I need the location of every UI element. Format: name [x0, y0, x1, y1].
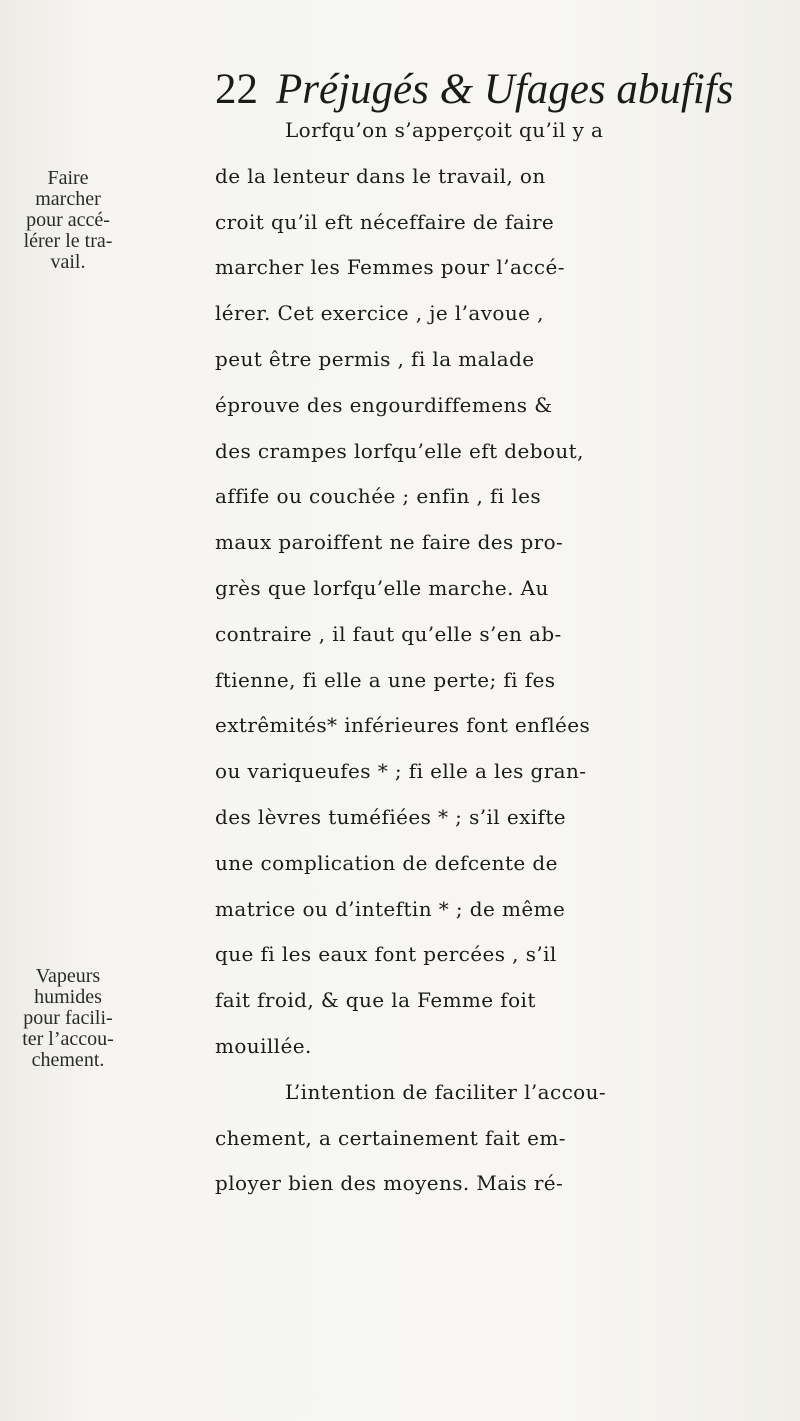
margin-note-line: chement. — [31, 1049, 105, 1071]
text-line: matrice ou d’inteftin * ; de même — [215, 896, 566, 921]
running-title: Préjugés & Ufages abufifs — [276, 66, 734, 113]
margin-note-line: Faire — [47, 167, 89, 189]
text-line: éprouve des engourdiffemens & — [215, 392, 553, 417]
margin-note-line: vail. — [50, 251, 86, 273]
text-line: une complication de defcente de — [215, 850, 558, 875]
text-line: Lorfqu’on s’apperçoit qu’il y a — [285, 118, 604, 142]
text-line: chement, a certainement fait em- — [215, 1125, 566, 1150]
text-line: ployer bien des moyens. Mais ré- — [215, 1171, 564, 1196]
text-line: maux paroiffent ne faire des pro- — [215, 530, 564, 555]
body-text — [215, 108, 795, 1207]
margin-note-line: Vapeurs — [35, 965, 101, 987]
text-line: croit qu’il eft néceffaire de faire — [215, 209, 555, 234]
margin-note-line: pour accé- — [26, 209, 110, 231]
text-line: contraire , il faut qu’elle s’en ab- — [215, 621, 562, 646]
margin-note-line: pour facili- — [23, 1007, 113, 1029]
margin-note-line: ter l’accou- — [22, 1028, 114, 1050]
page-header — [215, 68, 733, 111]
text-line: fait froid, & que la Femme foit — [215, 988, 536, 1013]
text-line: des crampes lorfqu’elle eft debout, — [215, 438, 584, 463]
text-line: L’intention de faciliter l’accou- — [285, 1079, 607, 1104]
text-line: des lèvres tuméfiées * ; s’il exifte — [215, 804, 567, 829]
text-line: mouillée. — [215, 1033, 312, 1058]
text-line: grès que lorfqu’elle marche. Au — [215, 575, 549, 600]
text-line: ou variqueufes * ; fi elle a les gran- — [215, 759, 587, 784]
text-line: affife ou couchée ; enfin , fi les — [215, 484, 542, 509]
text-line: ftienne, fi elle a une perte; fi fes — [215, 667, 556, 692]
text-line: peut être permis , fi la malade — [215, 346, 535, 371]
text-line: marcher les Femmes pour l’accé- — [215, 255, 565, 280]
text-line: extrêmités* inférieures font enflées — [215, 713, 591, 738]
margin-note-line: humides — [34, 986, 102, 1008]
text-line: que fi les eaux font percées , s’il — [215, 942, 557, 967]
margin-note — [8, 168, 128, 273]
text-line: lérer. Cet exercice , je l’avoue , — [215, 301, 544, 326]
margin-note — [8, 966, 128, 1071]
page-number: 22 — [215, 66, 258, 113]
margin-note-line: lérer le tra- — [23, 230, 113, 252]
text-line: de la lenteur dans le travail, on — [215, 163, 546, 188]
margin-note-line: marcher — [35, 188, 101, 210]
